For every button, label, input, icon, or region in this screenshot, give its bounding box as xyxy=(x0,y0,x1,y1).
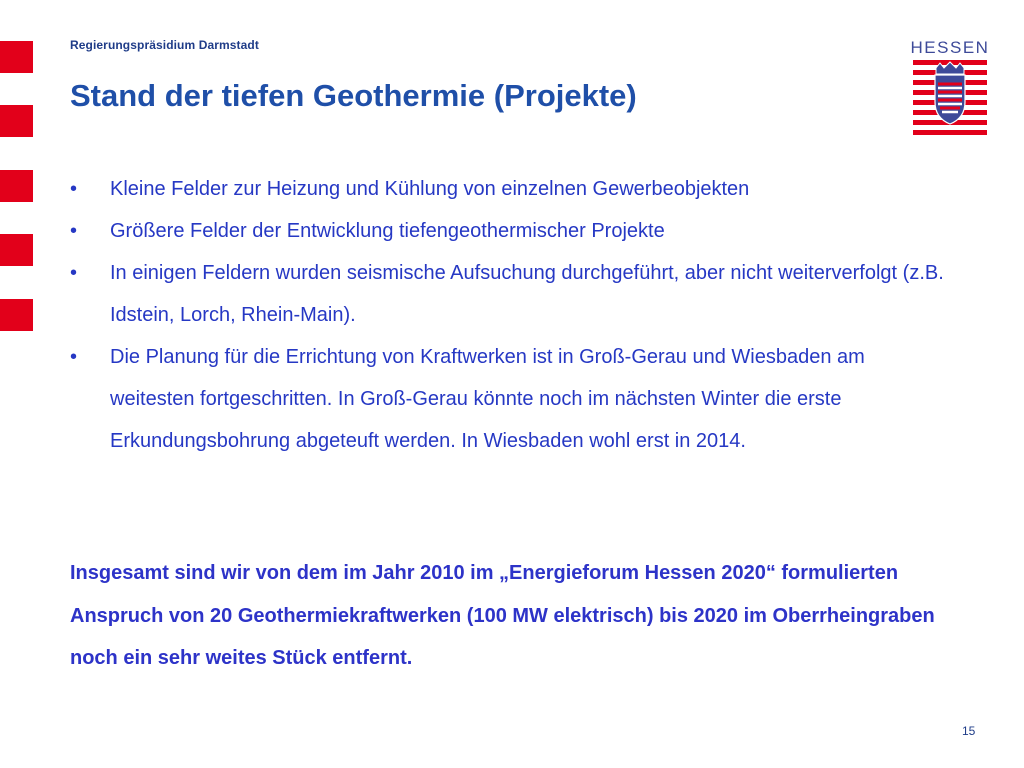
bullet-text: Größere Felder der Entwicklung tiefengeothermischer Projekte xyxy=(110,220,665,242)
bullet-marker: • xyxy=(70,178,78,200)
bullet-item xyxy=(70,252,950,336)
page-number: 15 xyxy=(962,724,976,738)
decor-red-bar-4 xyxy=(0,234,33,266)
summary-paragraph: Insgesamt sind wir von dem im Jahr 2010 im „Energieforum Hessen 2020“ formulierten Anspruch von 20 Geothermiekraftwerken (100 MW elektrisch) bis 2020 im Oberrheingraben noch ein sehr weites Stück entfernt. xyxy=(70,562,935,669)
bullet-marker: • xyxy=(70,220,78,242)
decor-red-bar-5 xyxy=(0,299,33,331)
bullet-text: Die Planung für die Errichtung von Kraftwerken ist in Groß-Gerau und Wiesbaden am weitesten fortgeschritten. In Groß-Gerau könnte noch im nächsten Winter die erste Erkundungsbohrung abgeteuft werden. In Wiesbaden wohl erst in 2014. xyxy=(110,346,865,452)
bullet-item xyxy=(70,336,950,462)
bullet-marker: • xyxy=(70,262,78,284)
bullet-item xyxy=(70,210,950,252)
slide-title: Stand der tiefen Geothermie (Projekte) xyxy=(70,78,637,113)
logo-wordmark: HESSEN xyxy=(910,38,990,57)
bullet-text: In einigen Feldern wurden seismische Aufsuchung durchgeführt, aber nicht weiterverfolgt (z.B. Idstein, Lorch, Rhein-Main). xyxy=(110,262,944,326)
bullet-text: Kleine Felder zur Heizung und Kühlung von einzelnen Gewerbeobjekten xyxy=(110,178,750,200)
bullet-list xyxy=(70,168,950,462)
hessen-coat-of-arms-icon xyxy=(913,60,987,136)
bullet-marker: • xyxy=(70,346,78,368)
decor-red-bar-2 xyxy=(0,105,33,137)
decor-red-bar-1 xyxy=(0,41,33,73)
decor-red-bar-3 xyxy=(0,170,33,202)
organization-name: Regierungspräsidium Darmstadt xyxy=(70,38,259,52)
bullet-item xyxy=(70,168,950,210)
hessen-logo xyxy=(910,38,990,138)
